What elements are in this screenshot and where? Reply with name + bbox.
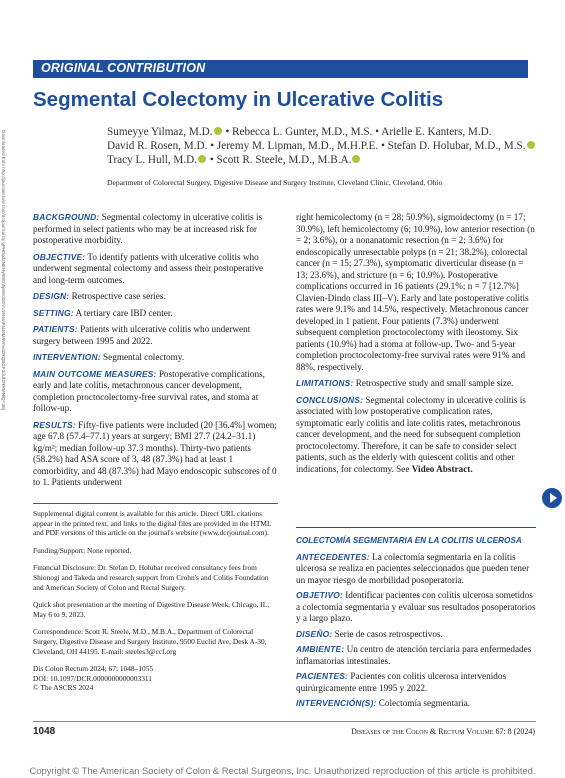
spanish-divider xyxy=(296,527,536,528)
disclosure-note: Financial Disclosure: Dr. Stefan D. Holubar received consultancy fees from Shionogi and Takeda and research support from Crohn's and Colitis Foundation and American Society of Colon and Rectal Surgery. xyxy=(33,563,269,592)
section-banner xyxy=(33,60,528,78)
abstract-patients: PATIENTS: Patients with ulcerative colitis who underwent surgery between 1995 and 2022. xyxy=(33,324,251,346)
author-line-1: Sumeyye Yilmaz, M.D. • Rebecca L. Gunter, M.D., M.S. • Arielle E. Kanters, M.D. xyxy=(107,126,492,138)
abstract-intervention: INTERVENTION: Segmental colectomy. xyxy=(33,352,185,362)
spanish-title: COLECTOMÍA SEGMENTARIA EN LA COLITIS ULCEROSA xyxy=(296,536,522,545)
copyright-line: © The ASCRS 2024 xyxy=(33,683,94,693)
abstract-outcome: MAIN OUTCOME MEASURES: Postoperative complications, early and late colitis, metachronous cancer development, completion proctocolectomy-free survival rates, and stoma at follow-up. xyxy=(33,368,265,413)
page-number: 1048 xyxy=(33,726,56,737)
spanish-ambiente: AMBIENTE: Un centro de atención terciaria para enfermedades inflamatorias intestinales. xyxy=(296,644,532,666)
spanish-diseno: DISEÑO: Serie de casos retrospectivos. xyxy=(296,628,443,639)
journal-running-footer: Diseases of the Colon & Rectum Volume 67: 8 (2024) xyxy=(351,727,535,736)
play-video-icon[interactable] xyxy=(542,488,562,508)
article-title: Segmental Colectomy in Ulcerative Colitis xyxy=(33,88,444,111)
orcid-icon[interactable] xyxy=(352,155,360,163)
affiliation: Department of Colorectal Surgery, Digestive Disease and Surgery Institute, Cleveland Clinic, Cleveland, Ohio xyxy=(107,178,443,187)
abstract-background: BACKGROUND: Segmental colectomy in ulcerative colitis is performed in select patients who may be at increased risk for postoperative morbidity. xyxy=(33,212,263,245)
citation: Dis Colon Rectum 2024; 67: 1048–1055 xyxy=(33,664,154,674)
abstract-results: RESULTS: Fifty-five patients were included (20 [36.4%] women; age 67.8 (57.4–77.1) years at surgery; BMI 27.7 (24.2–31.1) kg/m²; median follow-up 37.3 months). Thirty-two patients (58.2%) had ASA score of 3, 48 (87.3%) had at least 1 comorbidity, and 48 (87.3%) had Mayo endoscopic subscores of 0 to 1. Patients underwent xyxy=(33,419,277,487)
citation-block xyxy=(33,664,278,693)
abstract-right-column xyxy=(296,212,536,480)
author-text: Sumeyye Yilmaz, M.D. xyxy=(107,126,213,138)
supplemental-note: Supplemental digital content is available for this article. Direct URL citations appear in the printed text, and links to the digital files are provided in the HTML and PDF versions of this article on the journal's website (www.dcrjournal.com). xyxy=(33,509,272,538)
abstract-objective: OBJECTIVE: To identify patients with ulcerative colitis who underwent segmental colectomy and assess their postoperative and long-term outcomes. xyxy=(33,251,264,285)
abstract-design: DESIGN: Retrospective case series. xyxy=(33,291,166,301)
abstract-left-column xyxy=(33,212,278,494)
spanish-pacientes: PACIENTES: Pacientes con colitis ulcerosa intervenidos quirúrgicamente entre 1995 y 2022. xyxy=(296,671,507,693)
section-label: ORIGINAL CONTRIBUTION xyxy=(41,61,206,75)
orcid-icon[interactable] xyxy=(198,155,206,163)
download-watermark xyxy=(0,130,5,470)
footer-divider xyxy=(33,721,536,722)
watermark-line-1: Downloaded from http://journals.lww.com/dcrjournal by gPH0qdZNfrHy8SEnhj8Wol1EVUzR4mFNJ9M8WIvdZRQBGF3dUfZRRMNlQY3Ej xyxy=(1,130,6,411)
spanish-abstract xyxy=(296,535,536,714)
orcid-icon[interactable] xyxy=(214,127,222,135)
author-line-3: Tracy L. Hull, M.D. • Scott R. Steele, M.D., M.B.A. xyxy=(107,154,361,166)
doi[interactable]: DOI: 10.1097/DCR.0000000000003311 xyxy=(33,673,153,683)
spanish-antecedentes: ANTECEDENTES: La colectomía segmentaria en la colitis ulcerosa se realiza en pacientes seleccionados que pueden tener un mayor riesgo de morbilidad posoperatoria. xyxy=(296,551,530,585)
footnote-divider xyxy=(33,503,278,504)
video-abstract-link[interactable]: Video Abstract. xyxy=(411,463,473,474)
abstract-conclusions: CONCLUSIONS: Segmental colectomy in ulcerative colitis is associated with low postoperative complication rates, symptomatic early colitis and late colitis rates, metachronous cancer development, and the need for subsequent completion proctocolectomy. Therefore, it can be safe to consider select patients, such as the elderly with quiescent colitis and other indications, for colectomy. See Video Abstract. xyxy=(296,394,526,474)
orcid-icon[interactable] xyxy=(527,141,535,149)
spanish-intervencion: INTERVENCIÓN(S): Colectomía segmentaria. xyxy=(296,698,471,708)
copyright-notice: Copyright © The American Society of Colon & Rectal Surgeons, Inc. Unauthorized reproduction of this article is prohibited. xyxy=(29,765,536,776)
funding-note: Funding/Support: None reported. xyxy=(33,545,132,555)
correspondence-note: Correspondence: Scott R. Steele, M.D., M.B.A., Department of Colorectal Surgery, Digestive Disease and Surgery Institute, 9500 Euclid Ave, Desk A-30, Cleveland, OH 44195. E-mail: steeles3@ccf.org xyxy=(33,627,267,656)
presentation-note: Quick shot presentation at the meeting of Digestive Disease Week, Chicago, IL, May 6 to 9, 2023. xyxy=(33,600,270,619)
abstract-limitations: LIMITATIONS: Retrospective study and small sample size. xyxy=(296,378,514,388)
abstract-results-continued: right hemicolectomy (n = 28; 50.9%), sigmoidectomy (n = 17; 30.9%), left hemicolectomy (6; 10.9%), low anterior resection (n = 2; 3.6%), or a nonanatomic resection (n = 2; 3.6%) for endoscopically unresectable polyps (n = 21; 38.2%), colorectal cancer (n = 15; 27.3%), symptomatic diverticular disease (n = 13; 23.6%), and stricture (n = 6; 10.9%). Postoperative complications occurred in 16 patients (29.1%; n = 7 [12.7%] Clavien-Dindo class III–V). Early and late postoperative colitis rates were 9.1% and 14.5%, respectively. Metachronous cancer developed in 1 patient. Four patients (7.3%) underwent subsequent completion proctocolectomy with ileostomy. Six patients (10.9%) had a stoma at follow-up. Two- and 5-year completion proctocolectomy-free survival rates were 91% and 88%, respectively. xyxy=(296,212,535,372)
abstract-setting: SETTING: A tertiary care IBD center. xyxy=(33,307,173,318)
article-notes xyxy=(33,509,278,693)
spanish-objetivo: OBJETIVO: Identificar pacientes con colitis ulcerosa sometidos a colectomía segmentaria y evaluar sus resultados posoperatorios y a largo plazo. xyxy=(296,590,536,623)
author-line-2: David R. Rosen, M.D. • Jeremy M. Lipman, M.D., M.H.P.E. • Stefan D. Holubar, M.D., M.S. xyxy=(107,140,536,152)
